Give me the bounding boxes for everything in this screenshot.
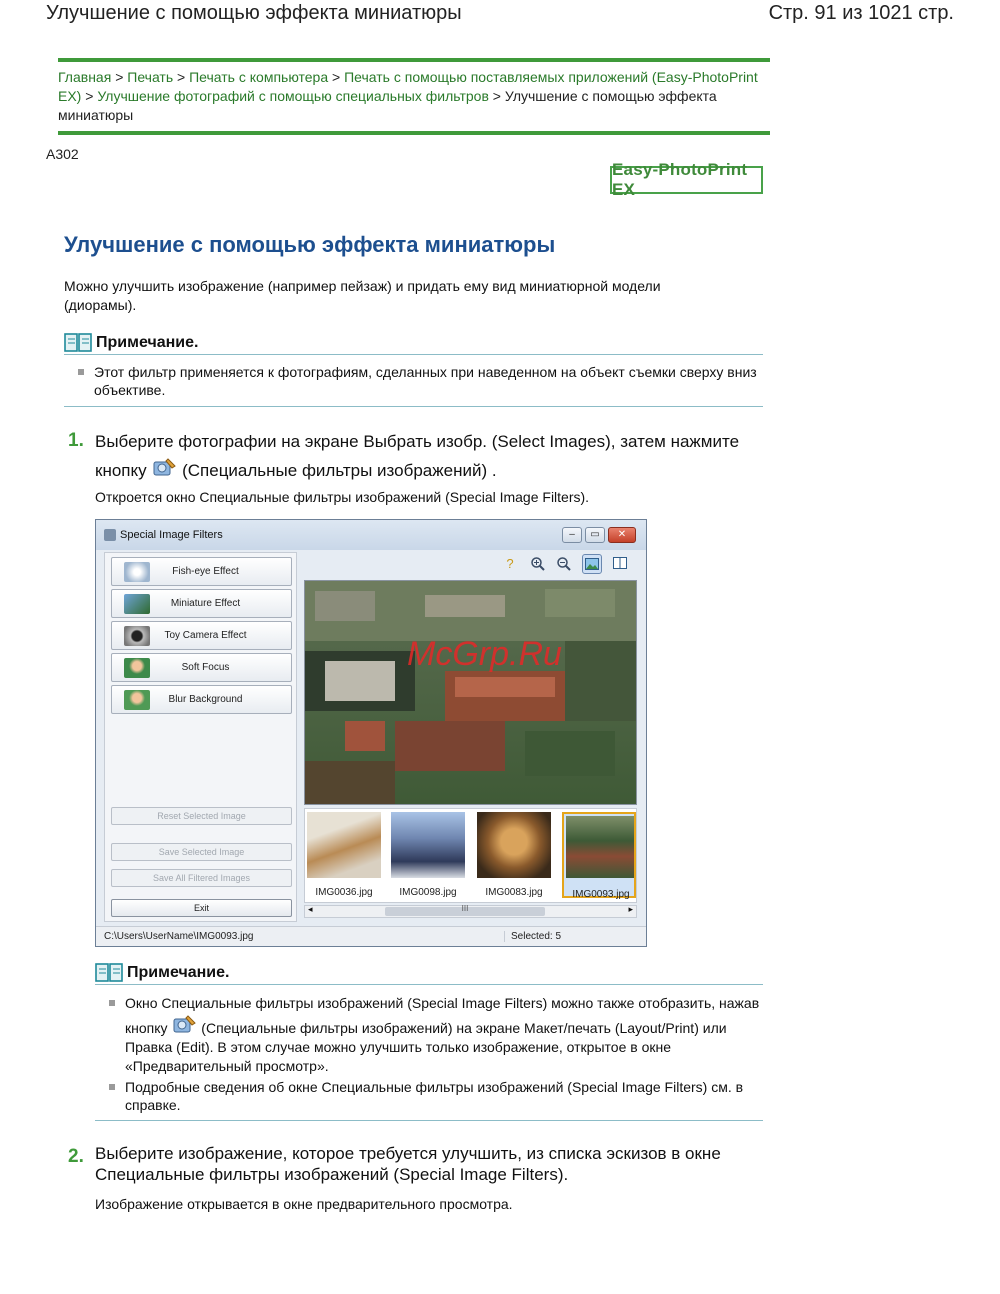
- fish-eye-button[interactable]: [111, 557, 292, 586]
- thumbnail-image: [566, 816, 634, 878]
- note-book-icon: [95, 962, 123, 984]
- note-label: Примечание.: [127, 964, 230, 981]
- page-code: A302: [46, 146, 79, 162]
- page-counter: Стр. 91 из 1021 стр.: [768, 2, 954, 24]
- app-icon: [104, 529, 116, 541]
- note-text-part: (Специальные фильтры изображений) на экране Макет/печать (Layout/Print) или Правка (Edit). В этом случае можно улучшить только изображение, открытое в окне «Предварительный просмотр».: [125, 1020, 727, 1074]
- scroll-thumb[interactable]: [385, 904, 545, 916]
- status-selected-count: Selected: 5: [504, 931, 561, 942]
- note-list-item: Подробные сведения об окне Специальные фильтры изображений (Special Image Filters) см. в справке.: [95, 1078, 763, 1114]
- breadcrumb-link-home[interactable]: Главная: [58, 69, 112, 85]
- miniature-icon: [124, 594, 150, 614]
- thumbnail-item[interactable]: [307, 812, 381, 898]
- reset-selected-image-button[interactable]: Reset Selected Image: [111, 807, 292, 825]
- toy-camera-label: Toy Camera Effect: [164, 630, 247, 641]
- step-result: Изображение открывается в окне предварительного просмотра.: [95, 1196, 513, 1212]
- preview-image: [305, 581, 637, 805]
- note-body: [95, 994, 763, 1121]
- blur-portrait-icon: [124, 690, 150, 710]
- breadcrumb-separator: >: [115, 69, 124, 85]
- page-title: Улучшение с помощью эффекта миниатюры: [64, 232, 556, 257]
- thumbnail-image: [391, 812, 465, 878]
- breadcrumb-current: Улучшение с помощью эффекта миниатюры: [58, 88, 717, 123]
- thumbnail-item-selected[interactable]: [562, 812, 636, 898]
- window-titlebar: [96, 520, 646, 550]
- step-text-part: (Специальные фильтры изображений) .: [182, 461, 497, 480]
- breadcrumb: [58, 58, 770, 135]
- note-book-icon: [64, 332, 92, 354]
- maximize-button[interactable]: ▭: [585, 527, 605, 543]
- thumbnail-image: [307, 812, 381, 878]
- scroll-right-icon[interactable]: ▸: [628, 904, 633, 914]
- compare-view-icon[interactable]: [610, 554, 630, 574]
- breadcrumb-link-easy-photoprint[interactable]: Печать с помощью поставляемых приложений (Easy-PhotoPrint EX): [58, 69, 758, 104]
- save-all-filtered-images-button[interactable]: Save All Filtered Images: [111, 869, 292, 887]
- product-logo: [610, 160, 763, 199]
- note-label: Примечание.: [96, 334, 199, 351]
- thumbnail-scrollbar[interactable]: [304, 905, 637, 918]
- camera-icon: [124, 626, 150, 646]
- special-image-filters-window: [95, 519, 647, 947]
- fish-eye-icon: [124, 562, 150, 582]
- document-title: Улучшение с помощью эффекта миниатюры: [46, 2, 462, 24]
- note-list-item: Этот фильтр применяется к фотографиям, сделанных при наведенном на объект съемки сверху вниз объективе.: [64, 363, 763, 399]
- step-text-part: Выберите фотографии на экране Выбрать изобр. (Select Images), затем нажмите кнопку: [95, 432, 740, 480]
- blur-background-button[interactable]: [111, 685, 292, 714]
- preview-toolbar: [304, 552, 639, 578]
- scroll-grip: III: [461, 904, 469, 913]
- step-number: 2.: [68, 1146, 84, 1167]
- filter-panel: [104, 552, 297, 922]
- special-filters-icon: [171, 1013, 197, 1037]
- breadcrumb-separator: >: [492, 88, 501, 104]
- portrait-icon: [124, 658, 150, 678]
- thumbnail-caption: IMG0093.jpg: [572, 889, 630, 900]
- breadcrumb-separator: >: [332, 69, 341, 85]
- breadcrumb-link-special-filters[interactable]: Улучшение фотографий с помощью специальных фильтров: [97, 88, 489, 104]
- miniature-effect-button[interactable]: [111, 589, 292, 618]
- zoom-out-icon[interactable]: [554, 554, 574, 574]
- step-number: 1.: [68, 430, 84, 451]
- watermark: McGrp.Ru: [407, 635, 562, 673]
- exit-button[interactable]: Exit: [111, 899, 292, 917]
- minimize-button[interactable]: ‒: [562, 527, 582, 543]
- note-list-item: [95, 994, 763, 1076]
- status-bar: [96, 926, 646, 946]
- step-text: [95, 427, 745, 485]
- close-button[interactable]: ✕: [608, 527, 636, 543]
- intro-text: Можно улучшить изображение (например пейзаж) и придать ему вид миниатюрной модели (диорамы).: [64, 278, 661, 313]
- breadcrumb-separator: >: [177, 69, 186, 85]
- thumbnail-image: [477, 812, 551, 878]
- thumbnail-strip: [304, 808, 637, 903]
- thumbnail-caption: IMG0098.jpg: [399, 887, 457, 898]
- toy-camera-button[interactable]: [111, 621, 292, 650]
- note-text-part: Окно Специальные фильтры изображений (Special Image Filters) можно также отобразить, нажав кнопку: [125, 995, 760, 1036]
- blur-background-label: Blur Background: [168, 694, 243, 705]
- special-filters-icon: [151, 456, 177, 480]
- thumbnail-caption: IMG0036.jpg: [315, 887, 373, 898]
- breadcrumb-link-print-from-computer[interactable]: Печать с компьютера: [189, 69, 329, 85]
- thumbnail-caption: IMG0083.jpg: [485, 887, 543, 898]
- scroll-left-icon[interactable]: ◂: [308, 904, 313, 914]
- breadcrumb-separator: >: [85, 88, 94, 104]
- step-text: Выберите изображение, которое требуется улучшить, из списка эскизов в окне Специальные фильтры изображений (Special Image Filters).: [95, 1144, 721, 1184]
- fish-eye-label: Fish-eye Effect: [172, 566, 239, 577]
- thumbnail-item[interactable]: [477, 812, 551, 898]
- help-icon[interactable]: ?: [506, 556, 514, 571]
- miniature-effect-label: Miniature Effect: [170, 598, 241, 609]
- preview-area: [304, 580, 637, 805]
- status-file-path: C:\Users\UserName\IMG0093.jpg: [104, 931, 254, 942]
- note-header: [64, 332, 763, 355]
- note-header: [95, 962, 763, 985]
- thumbnail-item[interactable]: [391, 812, 465, 898]
- soft-focus-button[interactable]: [111, 653, 292, 682]
- zoom-in-icon[interactable]: [528, 554, 548, 574]
- step-result: Откроется окно Специальные фильтры изображений (Special Image Filters).: [95, 489, 590, 505]
- note-body: [64, 363, 763, 407]
- breadcrumb-link-print[interactable]: Печать: [127, 69, 174, 85]
- window-title: Special Image Filters: [120, 529, 223, 541]
- save-selected-image-button[interactable]: Save Selected Image: [111, 843, 292, 861]
- soft-focus-label: Soft Focus: [181, 662, 230, 673]
- product-logo-text: Easy-PhotoPrint EX: [612, 160, 748, 199]
- whole-image-view-icon[interactable]: [582, 554, 602, 574]
